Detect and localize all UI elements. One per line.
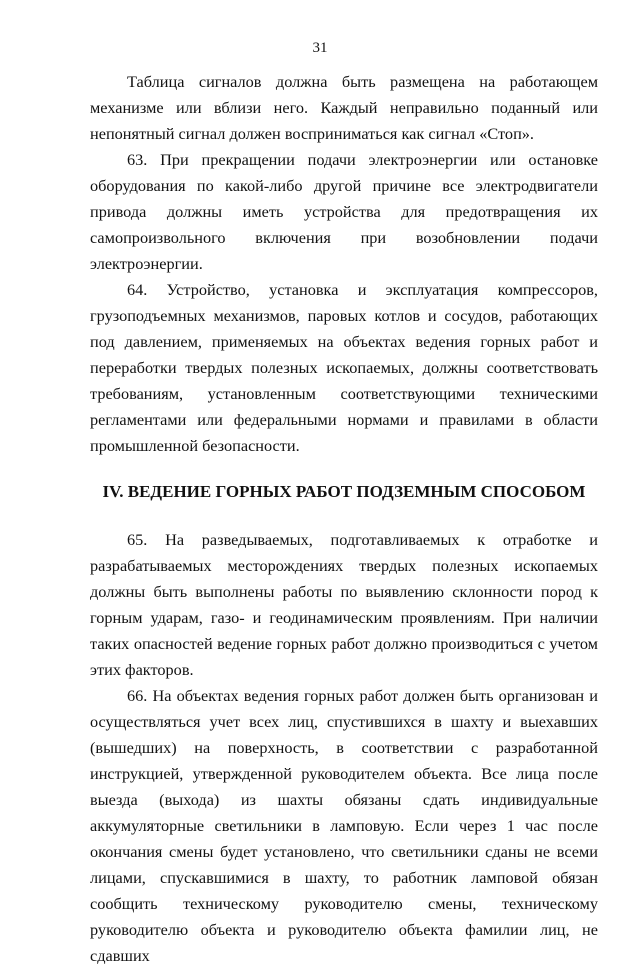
paragraph-65: 65. На разведываемых, подготавливаемых к отработке и разрабатываемых месторождениях твердых полезных ископаемых должны быть выполнены работы по выявлению склонности пород к горным ударам, газо- и геодинамическим проявлениям. При наличии таких опасностей ведение горных работ должно производиться с учетом этих факторов. [90,530,598,679]
page-number: 31 [312,40,328,56]
paragraph-signal-table: Таблица сигналов должна быть размещена на работающем механизме или вблизи него. Каждый неправильно поданный или непонятный сигнал должен восприниматься как сигнал «Стоп». [90,72,598,143]
section-title: IV. ВЕДЕНИЕ ГОРНЫХ РАБОТ ПОДЗЕМНЫМ СПОСОБОМ [102,482,586,501]
paragraph-64: 64. Устройство, установка и эксплуатация компрессоров, грузоподъемных механизмов, паровых котлов и сосудов, работающих под давлением, применяемых на объектах ведения горных работ и переработки твердых полезных ископаемых, должны соответствовать требованиям, установленным соответствующими техническими регламентами или федеральными нормами и правилами в области промышленной безопасности. [90,280,598,455]
paragraph-63: 63. При прекращении подачи электроэнергии или остановке оборудования по какой-либо другой причине все электродвигатели привода должны иметь устройства для предотвращения их самопроизвольного включения при возобновлении подачи электроэнергии. [90,150,598,273]
paragraph-66: 66. На объектах ведения горных работ должен быть организован и осуществляться учет всех лиц, спустившихся в шахту и выехавших (вышедших) на поверхность, в соответствии с разработанной инструкцией, утвержденной руководителем объекта. Все лица после выезда (выхода) из шахты обязаны сдать индивидуальные аккумуляторные светильники в ламповую. Если через 1 час после окончания смены будет установлено, что светильники сданы не всеми лицами, спускавшимися в шахту, то работник ламповой обязан сообщить техническому руководителю смены, техническому руководителю объекта и руководителю объекта фамилии лиц, не сдавших [90,686,598,965]
document-body [90,69,598,969]
